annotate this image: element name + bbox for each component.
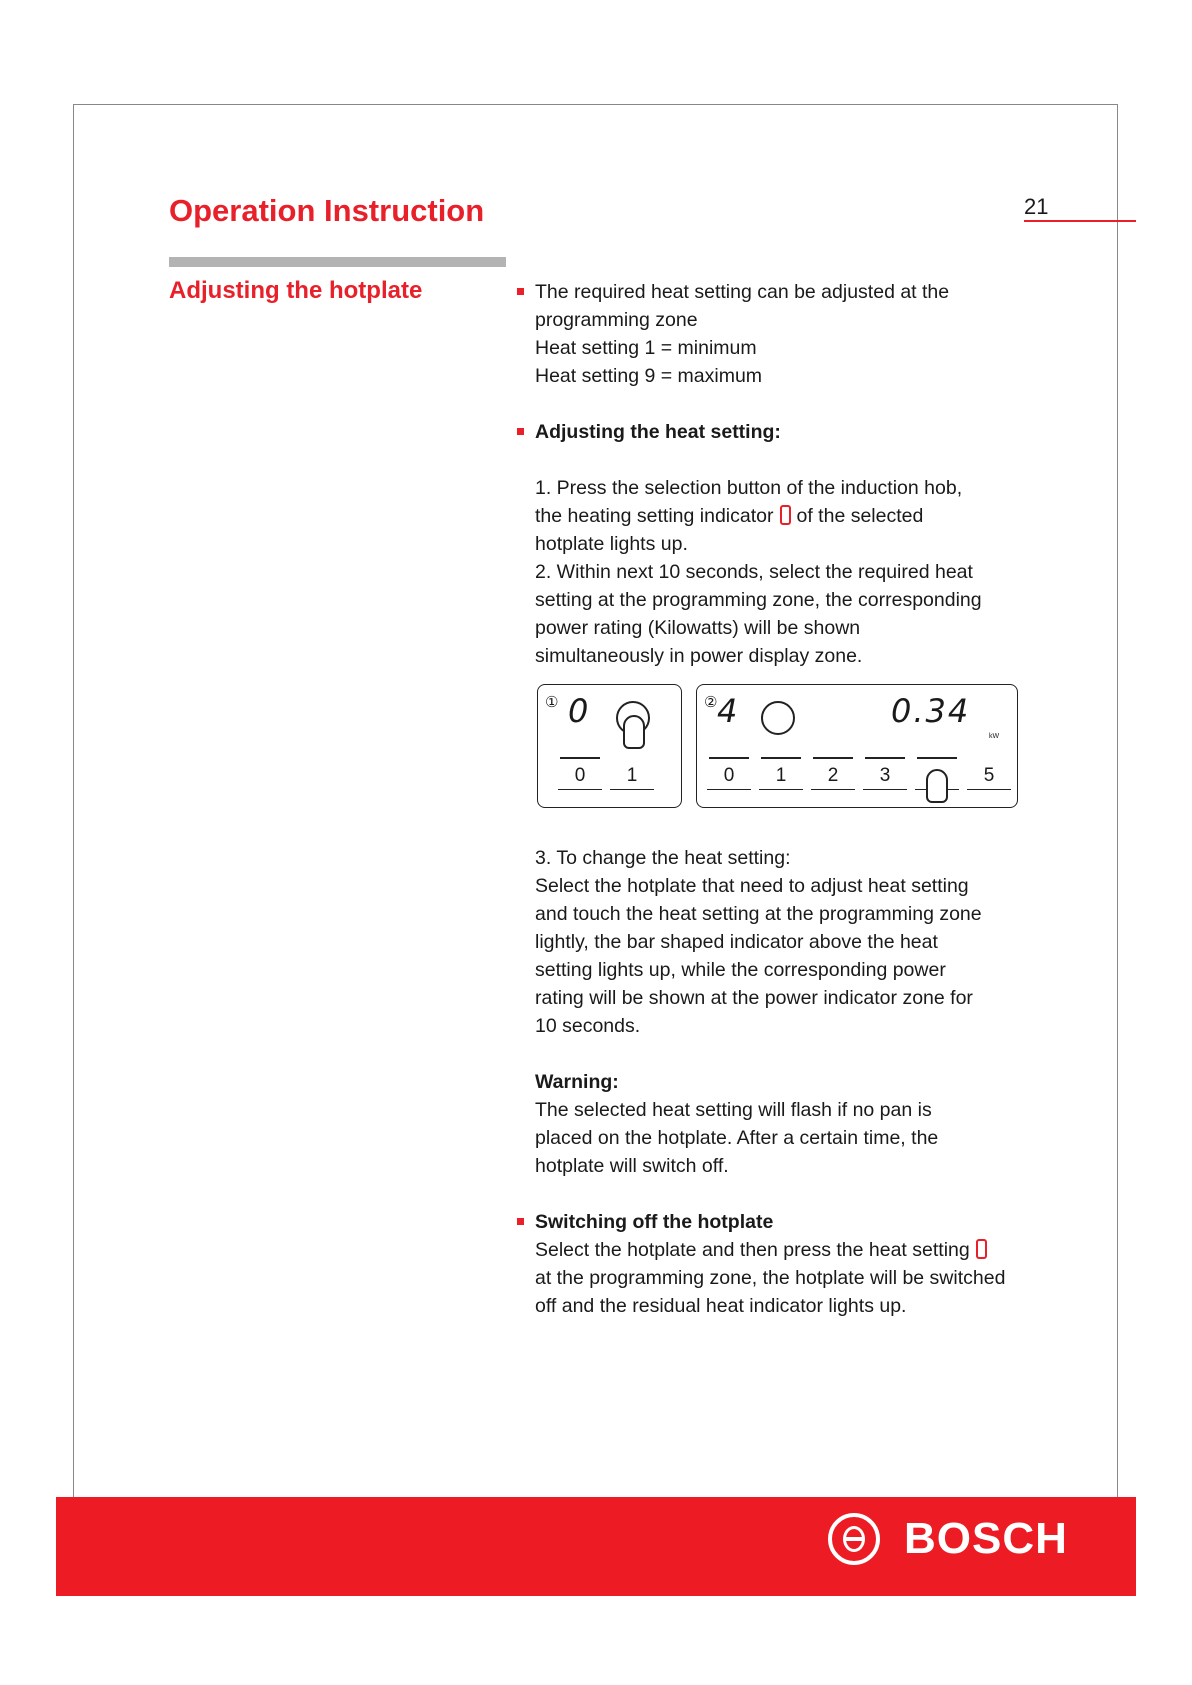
section-divider [169, 257, 506, 267]
page-number-rule [1024, 220, 1136, 222]
panel-2-bar-1 [761, 757, 801, 759]
step3-line-5: setting lights up, while the corresponding power [535, 959, 946, 981]
panel-1-label-0: 0 [558, 765, 602, 790]
step2-line-2: setting at the programming zone, the corresponding [535, 589, 982, 611]
bosch-logo [828, 1514, 1068, 1564]
step2-line-1: 2. Within next 10 seconds, select the required heat [535, 561, 973, 583]
off-line-3: off and the residual heat indicator lights up. [535, 1295, 907, 1317]
intro-paragraph [535, 278, 1055, 390]
finger-icon [926, 769, 948, 803]
power-unit: kW [989, 733, 1000, 740]
control-panel-illustration [535, 684, 1055, 844]
section-title: Adjusting the hotplate [169, 277, 423, 304]
panel-1-number: ① [545, 693, 559, 711]
panel-2 [696, 684, 1018, 808]
warning-line-3: hotplate will switch off. [535, 1155, 729, 1177]
panel-2-label-3: 3 [863, 765, 907, 790]
hotplate-ring-icon [761, 701, 795, 735]
off-line-2: at the programming zone, the hotplate will be switched [535, 1267, 1006, 1289]
intro-line-3: Heat setting 1 = minimum [535, 337, 757, 359]
main-content [535, 278, 1055, 1320]
step3-line-6: rating will be shown at the power indicator zone for [535, 987, 973, 1009]
intro-line-4: Heat setting 9 = maximum [535, 365, 763, 387]
panel-1 [537, 684, 682, 808]
warning-line-2: placed on the hotplate. After a certain time, the [535, 1127, 939, 1149]
warning-heading: Warning: [535, 1071, 619, 1093]
step3-line-7: 10 seconds. [535, 1015, 641, 1037]
heat-indicator-icon [976, 1239, 987, 1259]
off-heading: Switching off the hotplate [535, 1208, 1055, 1236]
heat-indicator-icon [780, 505, 791, 525]
off-line-1: Select the hotplate and then press the heat setting [535, 1236, 1055, 1264]
step3-line-4: lightly, the bar shaped indicator above the heat [535, 931, 938, 953]
step2-line-3: power rating (Kilowatts) will be shown [535, 617, 861, 639]
finger-icon [623, 715, 645, 749]
panel-2-bar-0 [709, 757, 749, 759]
step1-line-2: the heating setting indicator of the selected [535, 505, 924, 527]
panel-2-label-5: 5 [967, 765, 1011, 790]
panel-2-bar-2 [813, 757, 853, 759]
step3-line-1: 3. To change the heat setting: [535, 847, 791, 869]
panel-1-label-1: 1 [610, 765, 654, 790]
page-title: Operation Instruction [169, 193, 485, 228]
panel-2-bar-3 [865, 757, 905, 759]
warning-line-1: The selected heat setting will flash if no pan is [535, 1099, 932, 1121]
bosch-armature-icon [828, 1513, 880, 1565]
step1-line-3: hotplate lights up. [535, 533, 688, 555]
panel-2-digit: 4 [717, 692, 740, 730]
step1-line-1: 1. Press the selection button of the induction hob, [535, 477, 963, 499]
intro-line-2: programming zone [535, 309, 698, 331]
panel-1-digit: 0 [568, 692, 591, 730]
power-display: 0.34 [891, 692, 971, 730]
panel-2-label-0: 0 [707, 765, 751, 790]
step2-line-4: simultaneously in power display zone. [535, 645, 863, 667]
panel-2-label-2: 2 [811, 765, 855, 790]
step3-line-3: and touch the heat setting at the programming zone [535, 903, 982, 925]
step3-line-2: Select the hotplate that need to adjust heat setting [535, 875, 969, 897]
panel-2-number: ② [704, 693, 718, 711]
page-number: 21 [1024, 194, 1049, 219]
panel-2-label-1: 1 [759, 765, 803, 790]
panel-2-bar-4 [917, 757, 957, 759]
panel-1-bar [560, 757, 600, 759]
adjust-heading: Adjusting the heat setting: [535, 418, 1055, 446]
intro-line-1: The required heat setting can be adjusted at the [535, 281, 950, 303]
brand-name: BOSCH [904, 1514, 1068, 1563]
